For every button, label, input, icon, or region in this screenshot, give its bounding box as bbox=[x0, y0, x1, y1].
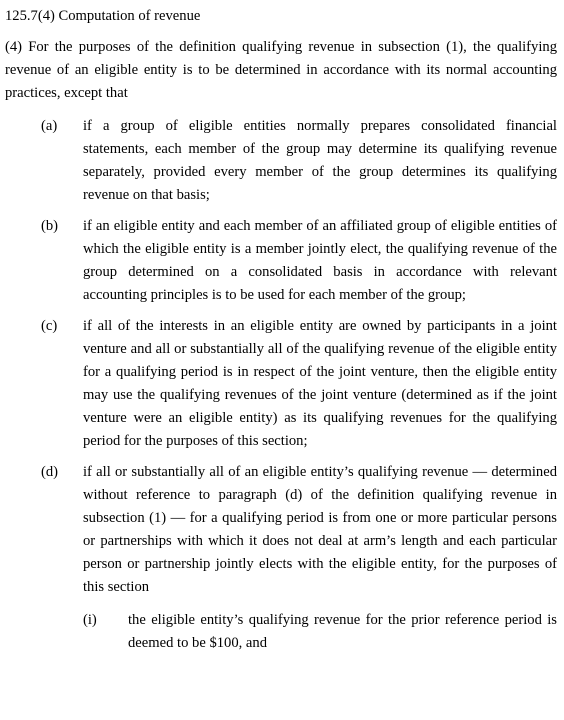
paragraph-a bbox=[5, 115, 557, 207]
paragraph-label: (b) bbox=[41, 218, 59, 234]
subparagraph-text: the eligible entity’s qualifying revenue for the prior reference period is deemed to be $100, and bbox=[128, 612, 557, 651]
paragraph-label: (d) bbox=[41, 464, 59, 480]
paragraph-b bbox=[5, 215, 557, 307]
paragraph-d bbox=[5, 461, 557, 599]
paragraph-text: if all of the interests in an eligible entity are owned by participants in a joint venture and all or substantially all of the qualifying revenue of the eligible entity for a qualifying period is in respect of the joint venture, then the eligible entity may use the qualifying revenues of the joint venture (determined as if the joint venture were an eligible entity) as its qualifying revenues for the qualifying period for the purposes of this section; bbox=[83, 318, 557, 449]
paragraph-label: (c) bbox=[41, 318, 58, 334]
paragraph-c bbox=[5, 315, 557, 453]
subparagraph-i bbox=[5, 609, 557, 655]
paragraph-text: if an eligible entity and each member of an affiliated group of eligible entities of which the eligible entity is a member jointly elect, the qualifying revenue of the group determined on a consolidated basis in accordance with relevant accounting principles is to be used for each member of the group; bbox=[83, 218, 557, 303]
section-lead-text: (4) For the purposes of the definition qualifying revenue in subsection (1), the qualifying revenue of an eligible entity is to be determined in accordance with its normal accounting practices, except that bbox=[5, 39, 557, 101]
document-body bbox=[5, 5, 557, 655]
section-heading: 125.7(4) Computation of revenue bbox=[5, 8, 201, 24]
subparagraph-label: (i) bbox=[83, 612, 97, 628]
paragraph-text: if a group of eligible entities normally prepares consolidated financial statements, each member of the group may determine its qualifying revenue separately, provided every member of the group determines its qualifying revenue on that basis; bbox=[83, 118, 557, 203]
paragraph-label: (a) bbox=[41, 118, 58, 134]
paragraph-text: if all or substantially all of an eligible entity’s qualifying revenue — determined without reference to paragraph (d) of the definition qualifying revenue in subsection (1) — for a qualifying period is from one or more particular persons or partnerships with which it does not deal at arm’s length and each particular person or partnership jointly elects with the eligible entity, for the purposes of this section bbox=[83, 464, 557, 595]
